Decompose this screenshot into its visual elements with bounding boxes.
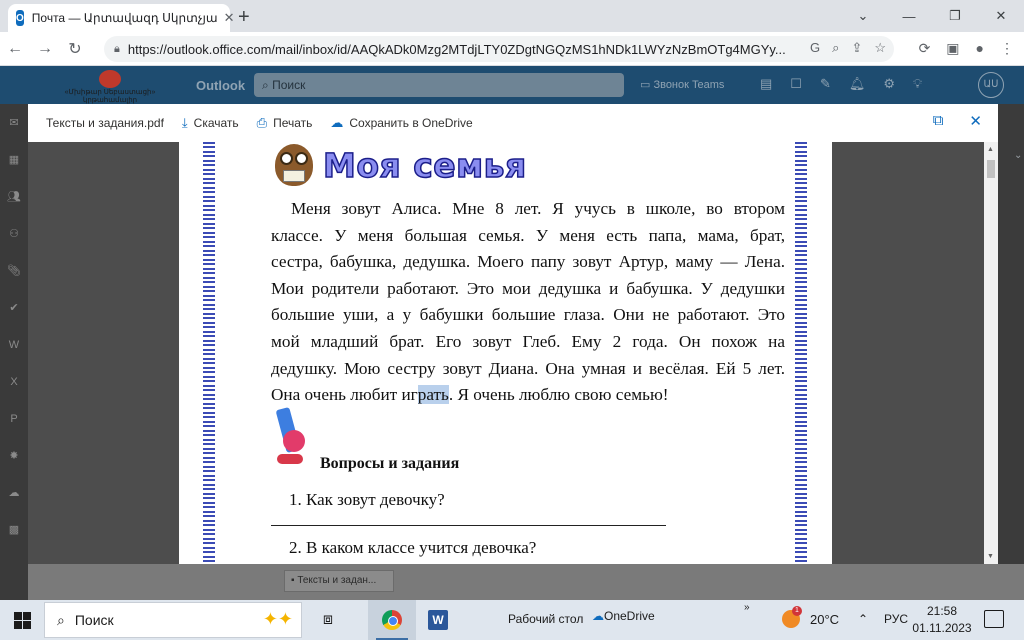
account-avatar[interactable]: ԱՍ xyxy=(978,72,1004,98)
browser-tabstrip xyxy=(0,0,1024,32)
outlook-favicon-icon: O xyxy=(16,10,24,26)
story-line: сестра, бабушка, дедушка. Моего папу зовут Артур, маму — Лена. xyxy=(271,252,785,272)
minimize-icon[interactable]: — xyxy=(902,8,916,24)
question-1: 1. Как зовут девочку? xyxy=(289,490,445,509)
outlook-search-placeholder: Поиск xyxy=(272,78,306,92)
start-button[interactable] xyxy=(0,600,44,640)
taskbar-search-placeholder: Поиск xyxy=(74,612,114,628)
browser-toolbar xyxy=(0,32,1024,66)
attachment-chip[interactable]: ▪ Тексты и задан... xyxy=(284,570,394,592)
tray-overflow-chevron-icon[interactable]: ⌃ xyxy=(858,612,869,626)
save-onedrive-label: Сохранить в OneDrive xyxy=(349,116,473,130)
owl-illustration-icon xyxy=(271,142,317,188)
answer-line xyxy=(271,525,666,526)
story-line: дедушку. Мою сестру зовут Диана. Она умная и весёлая. Ей 5 лет. xyxy=(271,358,785,378)
chrome-menu-icon[interactable]: ⋮ xyxy=(1000,40,1014,56)
clock-date: 01.11.2023 xyxy=(912,621,972,635)
browser-tab-title: Почта — Արտավազդ Սկրտչյա xyxy=(31,11,218,25)
story-line-last xyxy=(271,382,785,409)
word-app-icon[interactable]: W xyxy=(8,338,20,351)
restore-icon[interactable]: ❐ xyxy=(949,8,961,23)
pdf-page xyxy=(179,142,832,564)
school-logo-globe-icon xyxy=(99,70,121,88)
pencil-character-illustration-icon xyxy=(271,404,321,474)
browser-tab-outlook[interactable] xyxy=(8,4,235,32)
windows-logo-icon xyxy=(14,612,31,629)
story-line: большие уши, а у бабушки большие глаза. Они не работают. Это xyxy=(271,305,785,325)
pdf-scrollbar[interactable] xyxy=(984,142,998,564)
teams-call-button[interactable]: ▭ Звонок Teams xyxy=(640,79,725,91)
save-onedrive-button[interactable] xyxy=(330,115,472,131)
question-2: 2. В каком классе учится девочка? xyxy=(289,538,537,557)
reading-pane-chevron-icon[interactable]: ⌄ xyxy=(1014,150,1023,161)
mail-icon[interactable]: ✉ xyxy=(9,117,19,129)
title-block xyxy=(271,142,527,188)
teams-call-label: Звонок Teams xyxy=(653,79,725,91)
search-highlights-sparkle-icon[interactable]: ✦✦ xyxy=(262,609,293,629)
bookmark-star-icon[interactable]: ☆ xyxy=(874,40,886,55)
settings-gear-icon[interactable]: ⚙ xyxy=(883,76,896,91)
download-icon: ⤓ xyxy=(181,115,188,130)
weather-alert-badge: 1 xyxy=(792,606,802,616)
greek-key-border-left xyxy=(203,142,215,564)
new-tab-icon[interactable]: + xyxy=(238,6,250,28)
system-clock[interactable] xyxy=(912,603,972,637)
temperature[interactable]: 20°C xyxy=(810,612,840,627)
notification-center-icon[interactable] xyxy=(984,610,1004,628)
story-line: мой младший брат. Его зовут Глеб. Ему 2 года. Он похож на xyxy=(271,331,785,351)
printer-icon: ⎙ xyxy=(256,115,268,130)
reload-icon[interactable]: ↻ xyxy=(68,40,82,58)
address-bar[interactable] xyxy=(104,36,894,62)
share-icon[interactable]: ⇪ xyxy=(851,40,863,55)
scrollbar-thumb[interactable] xyxy=(987,160,995,178)
back-icon[interactable]: ← xyxy=(7,39,23,57)
attachment-chip-label: Тексты и задан... xyxy=(297,575,377,586)
pdf-preview-toolbar xyxy=(28,104,998,142)
address-url: https://outlook.office.com/mail/inbox/id/AAQkADk0Mzg2MTdjLTY0ZDgtNGQzMS1hNDk1LWYzNzBmOTg4MGYy... xyxy=(127,41,786,57)
todo-check-icon[interactable]: ✔ xyxy=(9,302,19,314)
pdf-filename: Тексты и задания.pdf xyxy=(46,116,164,130)
document-title: Моя семья xyxy=(323,145,527,185)
open-in-new-window-icon[interactable]: ⧉ xyxy=(932,112,944,129)
chrome-taskbar-button[interactable] xyxy=(368,600,416,640)
bell-icon[interactable]: 🔔︎ xyxy=(848,76,866,91)
desktop-overflow-chevron-icon[interactable]: » xyxy=(744,602,750,613)
forward-icon[interactable]: → xyxy=(37,39,53,57)
input-language[interactable]: РУС xyxy=(884,612,909,626)
profile-icon[interactable]: ● xyxy=(975,40,984,56)
excel-app-icon[interactable]: X xyxy=(10,375,18,388)
download-button[interactable] xyxy=(182,115,239,131)
story-line: Мои родители работают. Это мои дедушка и бабушка. У дедушки xyxy=(271,278,785,298)
taskbar-search-box[interactable] xyxy=(44,602,302,638)
lightbulb-icon[interactable]: 💡︎ xyxy=(913,76,923,91)
groups-icon[interactable]: ⚇ xyxy=(9,228,19,240)
clock-time: 21:58 xyxy=(926,604,958,618)
onedrive-label: OneDrive xyxy=(604,609,655,623)
outlook-search-box[interactable]: ⌕ Поиск xyxy=(254,73,624,97)
todo-icon[interactable]: ☐ xyxy=(790,76,802,91)
questions-heading: Вопросы и задания xyxy=(320,455,460,472)
onedrive-cloud-icon: ☁ xyxy=(592,609,604,623)
text-selection-highlight[interactable]: рать xyxy=(417,385,449,405)
zoom-icon[interactable]: ⌕ xyxy=(832,40,840,55)
pdf-preview-modal xyxy=(28,104,998,564)
onedrive-tray-item[interactable] xyxy=(592,609,655,623)
google-translate-icon[interactable]: G xyxy=(810,40,821,55)
calendar-rail-icon[interactable]: ▦ xyxy=(8,154,20,166)
scroll-up-arrow-icon[interactable]: ▲ xyxy=(987,146,994,153)
story-line: Меня зовут Алиса. Мне 8 лет. Я учусь в школе, во втором xyxy=(291,199,785,218)
school-logo-caption: «Մխիթար Սեբաստացի» կրթահամալիր xyxy=(64,89,156,104)
attachment-icon[interactable]: 📎︎ xyxy=(7,265,21,277)
outlook-app-rail xyxy=(0,104,28,600)
close-window-icon[interactable]: ✕ xyxy=(995,8,1007,23)
more-apps-icon[interactable]: ▩ xyxy=(8,524,20,536)
cloud-upload-icon: ☁ xyxy=(330,115,344,130)
print-button[interactable] xyxy=(257,115,313,131)
close-tab-icon[interactable]: ✕ xyxy=(223,10,235,25)
download-label: Скачать xyxy=(193,116,239,130)
story-line: классе. У меня большая семья. У меня есть папа, мама, брат, xyxy=(271,225,785,245)
powerpoint-app-icon[interactable]: P xyxy=(10,412,18,425)
school-logo[interactable] xyxy=(62,70,158,104)
chrome-icon xyxy=(382,610,402,630)
story-last-after: . Я очень люблю свою семью! xyxy=(448,385,669,405)
yammer-icon[interactable]: ✸ xyxy=(9,450,19,462)
close-preview-icon[interactable]: ✕ xyxy=(969,113,982,130)
greek-key-border-right xyxy=(795,142,807,564)
scroll-down-arrow-icon[interactable]: ▼ xyxy=(987,553,994,560)
print-label: Печать xyxy=(273,116,313,130)
people-icon[interactable]: 👥︎ xyxy=(7,191,21,203)
onedrive-rail-icon[interactable]: ☁ xyxy=(8,487,20,499)
side-panel-icon[interactable]: ▣ xyxy=(946,40,960,56)
lock-icon[interactable]: 🔒︎ xyxy=(114,42,120,55)
story-last-before: Она очень любит иг xyxy=(271,385,418,405)
search-icon: ⌕ xyxy=(57,611,65,628)
word-taskbar-button[interactable] xyxy=(414,600,462,640)
outlook-message-area xyxy=(28,564,1024,600)
calendar-icon[interactable]: ▤ xyxy=(760,76,773,91)
outlook-brand[interactable]: Outlook xyxy=(196,78,246,93)
extension-icon[interactable]: ⟳ xyxy=(918,40,931,56)
desktop-toolbar-label[interactable]: Рабочий стол xyxy=(508,612,584,626)
tab-search-chevron-icon[interactable]: ⌄ xyxy=(857,8,869,23)
task-view-icon[interactable]: ⧈ xyxy=(322,611,334,628)
word-icon: W xyxy=(428,610,448,630)
notes-icon[interactable]: ✎ xyxy=(819,76,831,91)
story-text xyxy=(271,196,785,409)
